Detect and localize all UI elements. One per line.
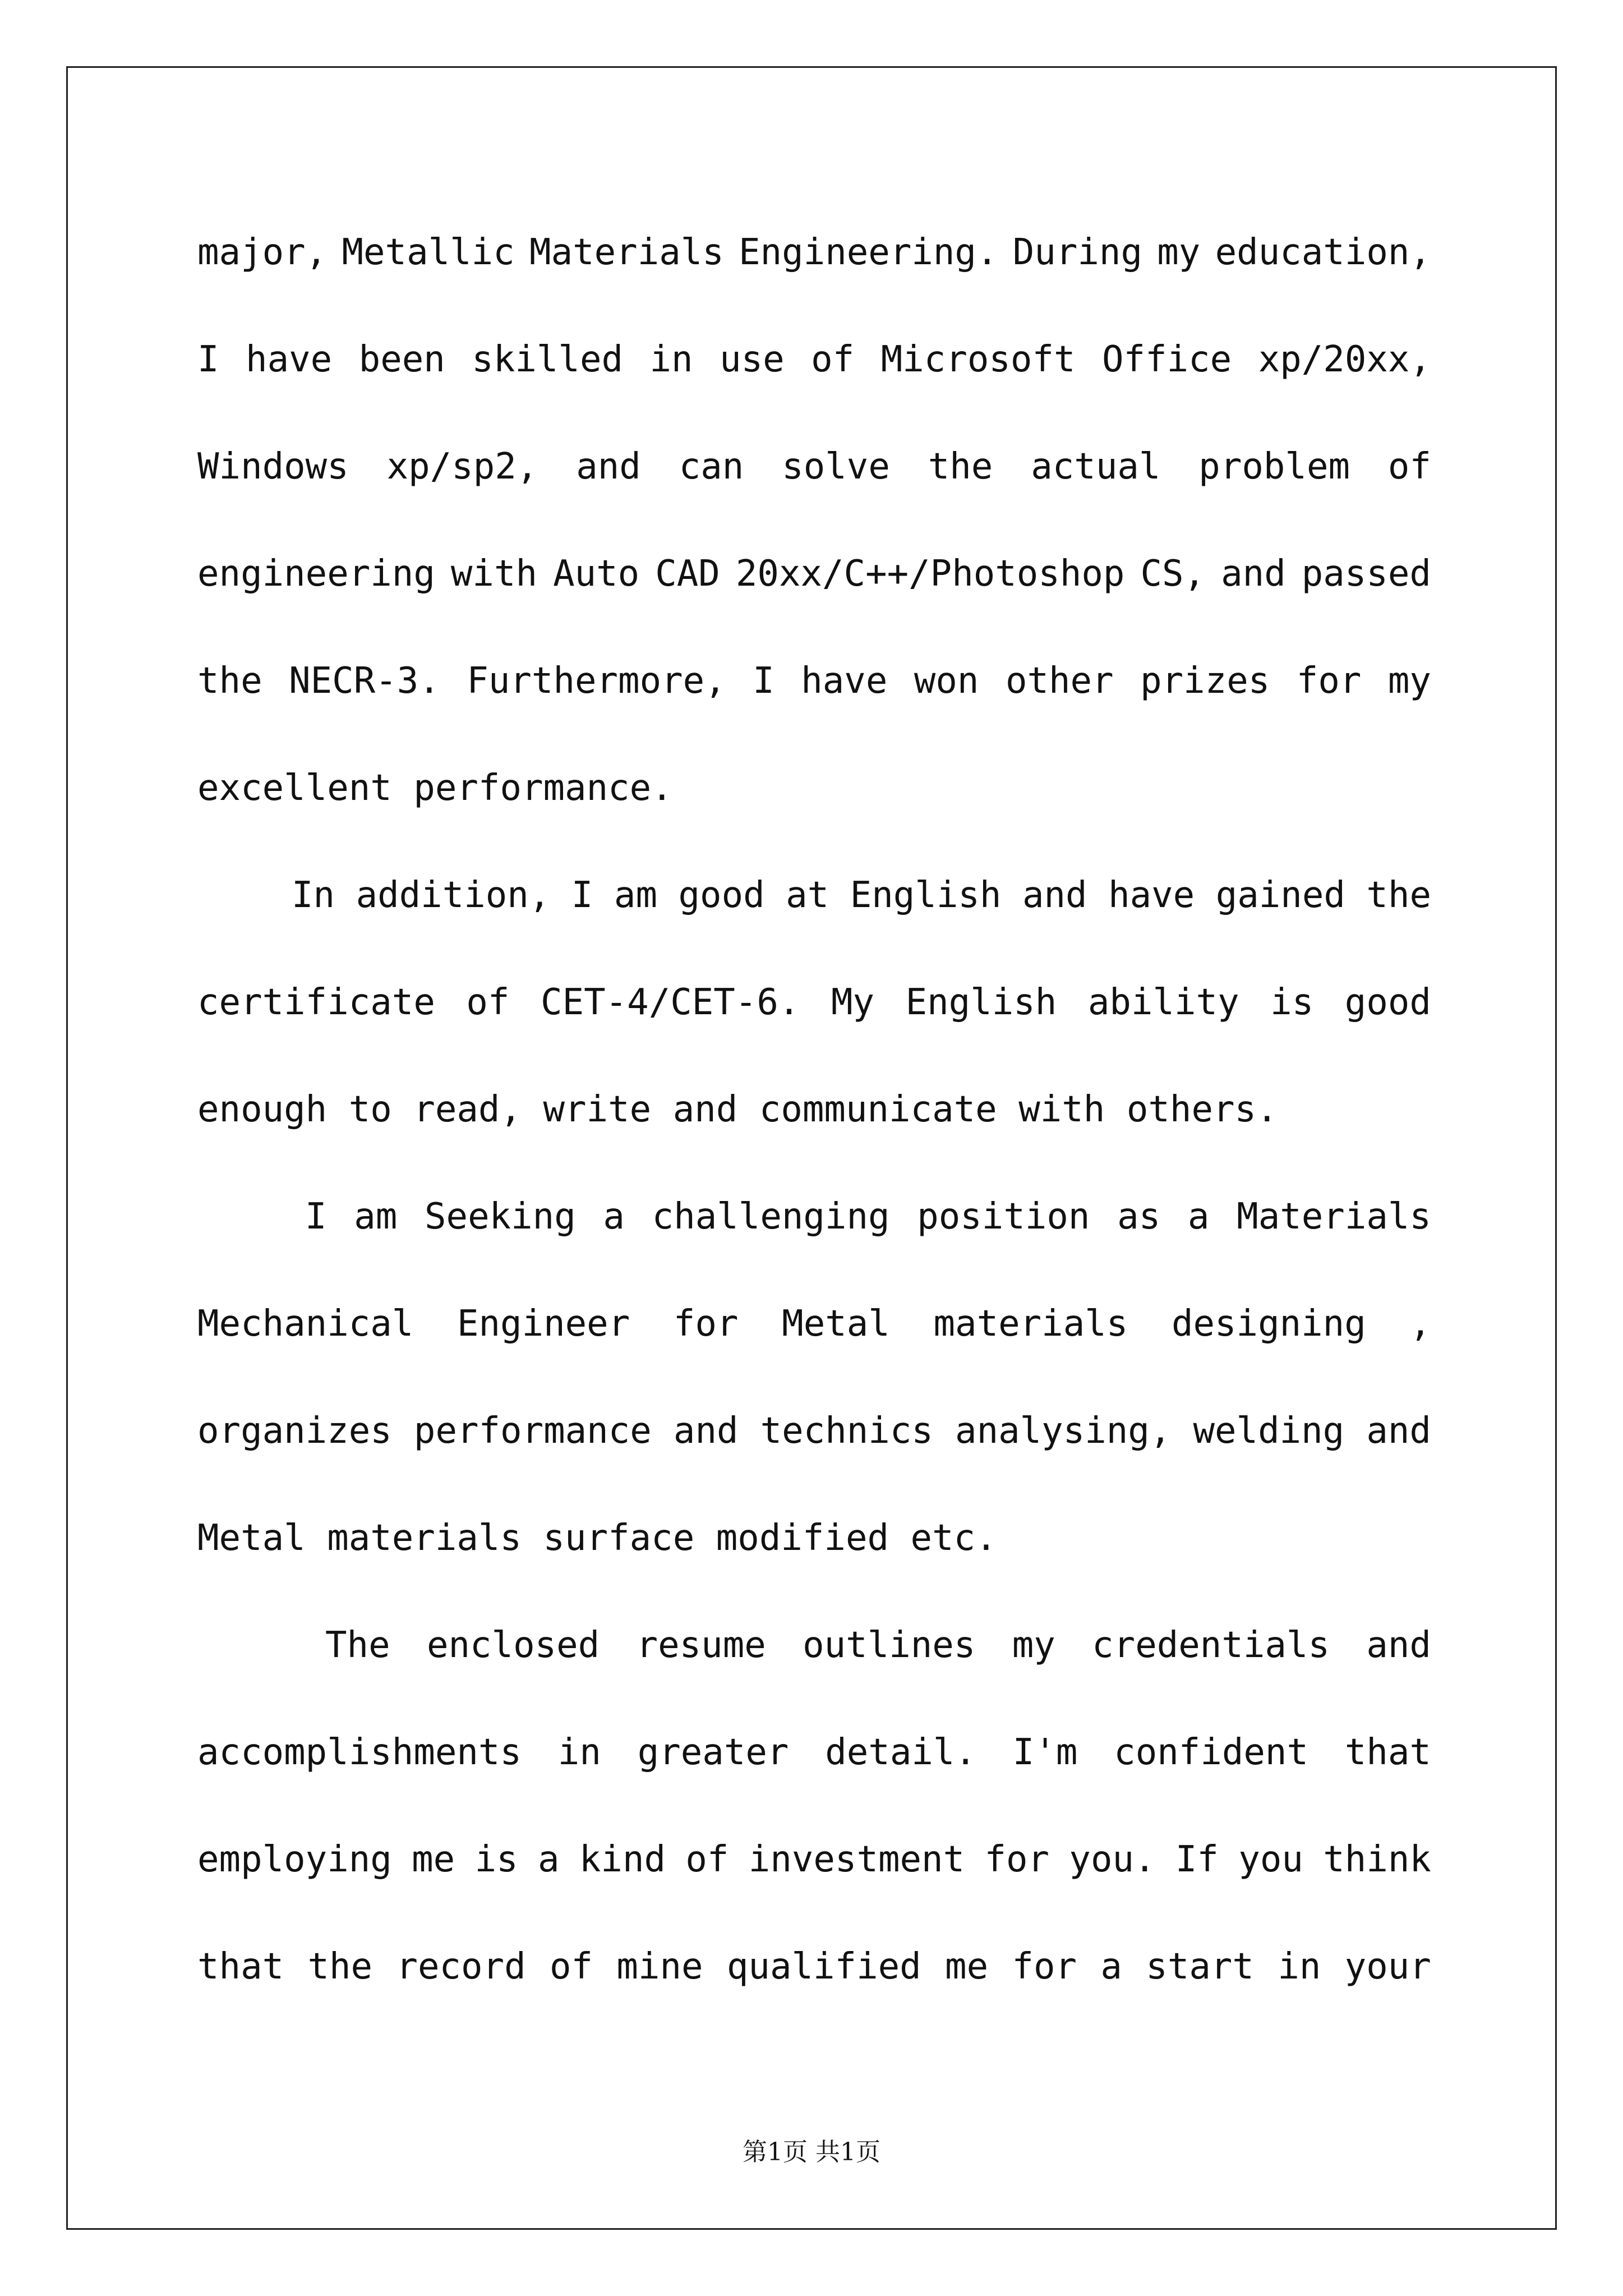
- word: If: [1175, 1839, 1219, 1880]
- word: Materials: [1237, 1196, 1431, 1237]
- word: a: [1187, 1196, 1210, 1237]
- word: certificate: [197, 982, 435, 1023]
- word: my: [1012, 1625, 1055, 1666]
- word: CET-4/CET-6.: [541, 982, 800, 1023]
- word: with: [450, 553, 538, 595]
- word: xp/sp2,: [386, 446, 538, 487]
- word: I: [571, 875, 593, 916]
- word: analysing,: [955, 1410, 1172, 1452]
- document-body: [197, 224, 1431, 2046]
- word: use: [720, 339, 785, 380]
- word: addition,: [356, 875, 551, 916]
- word: in: [1278, 1946, 1321, 1987]
- word: confident: [1114, 1732, 1308, 1773]
- word: resume: [636, 1625, 766, 1666]
- word: been: [358, 339, 445, 380]
- word: am: [614, 875, 657, 916]
- word: In: [292, 875, 335, 916]
- word: and: [576, 446, 641, 487]
- word: a: [603, 1196, 625, 1237]
- text-line: [197, 1296, 1431, 1403]
- text-line: [197, 974, 1431, 1082]
- word: I'm: [1012, 1732, 1078, 1773]
- word: in: [557, 1732, 601, 1773]
- word: passed: [1301, 553, 1431, 595]
- word: position: [917, 1196, 1090, 1237]
- text-line: excellent performance.: [197, 767, 673, 809]
- word: accomplishments: [197, 1732, 522, 1773]
- word: at: [786, 875, 829, 916]
- word: Windows: [197, 446, 349, 487]
- word: have: [801, 660, 888, 702]
- word: record: [396, 1946, 526, 1987]
- word: have: [246, 339, 333, 380]
- word: The: [325, 1625, 390, 1666]
- word: performance: [413, 1410, 652, 1452]
- word: Metallic: [342, 232, 515, 273]
- word: xp/20xx,: [1258, 339, 1431, 380]
- word: can: [679, 446, 744, 487]
- word: NECR-3.: [289, 660, 440, 702]
- word: good: [678, 875, 765, 916]
- word: and: [1221, 553, 1286, 595]
- word: mine: [616, 1946, 703, 1987]
- word: have: [1108, 875, 1195, 916]
- word: of: [549, 1946, 593, 1987]
- word: for: [1296, 660, 1362, 702]
- text-line: [197, 1939, 1431, 2046]
- word: greater: [637, 1732, 789, 1773]
- page-number: 第1页 共1页: [743, 2138, 880, 2166]
- word: me: [945, 1946, 989, 1987]
- text-line: [197, 867, 1431, 974]
- word: Engineer: [457, 1303, 630, 1345]
- text-line: enough to read, write and communicate with others.: [197, 1089, 1278, 1130]
- word: engineering: [197, 553, 435, 595]
- text-line: [197, 1724, 1431, 1832]
- word: solve: [782, 446, 890, 487]
- word: Materials: [529, 232, 724, 273]
- word: investment: [748, 1839, 965, 1880]
- word: My: [831, 982, 875, 1023]
- word: won: [914, 660, 979, 702]
- text-line: [197, 332, 1431, 439]
- text-line: [197, 224, 1431, 332]
- word: materials: [933, 1303, 1128, 1345]
- word: the: [307, 1946, 373, 1987]
- word: I: [305, 1196, 327, 1237]
- text-line: [197, 1189, 1431, 1296]
- word: CS,: [1140, 553, 1206, 595]
- text-line: [197, 653, 1431, 760]
- word: and: [1022, 875, 1087, 916]
- word: of: [1387, 446, 1431, 487]
- word: 20xx/C++/Photoshop: [735, 553, 1125, 595]
- word: of: [811, 339, 855, 380]
- word: me: [412, 1839, 455, 1880]
- word: organizes: [197, 1410, 392, 1452]
- word: for: [673, 1303, 739, 1345]
- word: my: [1157, 232, 1201, 273]
- word: of: [685, 1839, 729, 1880]
- word: enclosed: [426, 1625, 600, 1666]
- word: Seeking: [425, 1196, 576, 1237]
- word: qualified: [726, 1946, 921, 1987]
- word: your: [1344, 1946, 1431, 1987]
- page-footer: [0, 2132, 1623, 2168]
- word: you: [1238, 1839, 1303, 1880]
- word: a: [537, 1839, 560, 1880]
- word: you.: [1069, 1839, 1156, 1880]
- word: ,: [1409, 1303, 1431, 1345]
- word: Microsoft: [880, 339, 1076, 380]
- word: challenging: [652, 1196, 890, 1237]
- word: English: [905, 982, 1057, 1023]
- word: is: [1270, 982, 1314, 1023]
- word: and: [1366, 1410, 1431, 1452]
- word: I: [197, 339, 219, 380]
- word: is: [474, 1839, 518, 1880]
- word: am: [354, 1196, 398, 1237]
- word: that: [1344, 1732, 1431, 1773]
- word: start: [1146, 1946, 1254, 1987]
- word: the: [197, 660, 262, 702]
- word: that: [197, 1946, 284, 1987]
- text-line: [197, 546, 1431, 653]
- word: think: [1323, 1839, 1431, 1880]
- word: actual: [1031, 446, 1161, 487]
- word: credentials: [1092, 1625, 1330, 1666]
- text-line: [197, 1617, 1431, 1724]
- word: technics: [760, 1410, 933, 1452]
- word: During: [1012, 232, 1142, 273]
- word: welding: [1193, 1410, 1345, 1452]
- word: outlines: [803, 1625, 976, 1666]
- word: the: [928, 446, 993, 487]
- word: Engineering.: [739, 232, 998, 273]
- word: the: [1366, 875, 1431, 916]
- word: ability: [1087, 982, 1239, 1023]
- word: good: [1344, 982, 1431, 1023]
- word: CAD: [655, 553, 720, 595]
- word: education,: [1215, 232, 1431, 273]
- word: Office: [1102, 339, 1232, 380]
- word: for: [984, 1839, 1050, 1880]
- text-line: Metal materials surface modified etc.: [197, 1517, 997, 1559]
- word: in: [649, 339, 693, 380]
- word: gained: [1215, 875, 1345, 916]
- word: prizes: [1140, 660, 1270, 702]
- text-line: [197, 1403, 1431, 1510]
- word: Metal: [782, 1303, 890, 1345]
- word: major,: [197, 232, 328, 273]
- text-line: [197, 1832, 1431, 1939]
- word: designing: [1171, 1303, 1366, 1345]
- word: for: [1012, 1946, 1077, 1987]
- word: a: [1100, 1946, 1122, 1987]
- word: and: [1366, 1625, 1431, 1666]
- word: other: [1005, 660, 1114, 702]
- word: and: [673, 1410, 739, 1452]
- word: skilled: [472, 339, 623, 380]
- word: detail.: [825, 1732, 976, 1773]
- word: Furthermore,: [467, 660, 726, 702]
- word: my: [1387, 660, 1431, 702]
- text-line: [197, 439, 1431, 546]
- word: Mechanical: [197, 1303, 414, 1345]
- word: English: [850, 875, 1002, 916]
- word: kind: [579, 1839, 666, 1880]
- word: of: [466, 982, 510, 1023]
- word: Auto: [553, 553, 640, 595]
- word: employing: [197, 1839, 392, 1880]
- word: I: [753, 660, 774, 702]
- word: problem: [1198, 446, 1350, 487]
- word: as: [1117, 1196, 1161, 1237]
